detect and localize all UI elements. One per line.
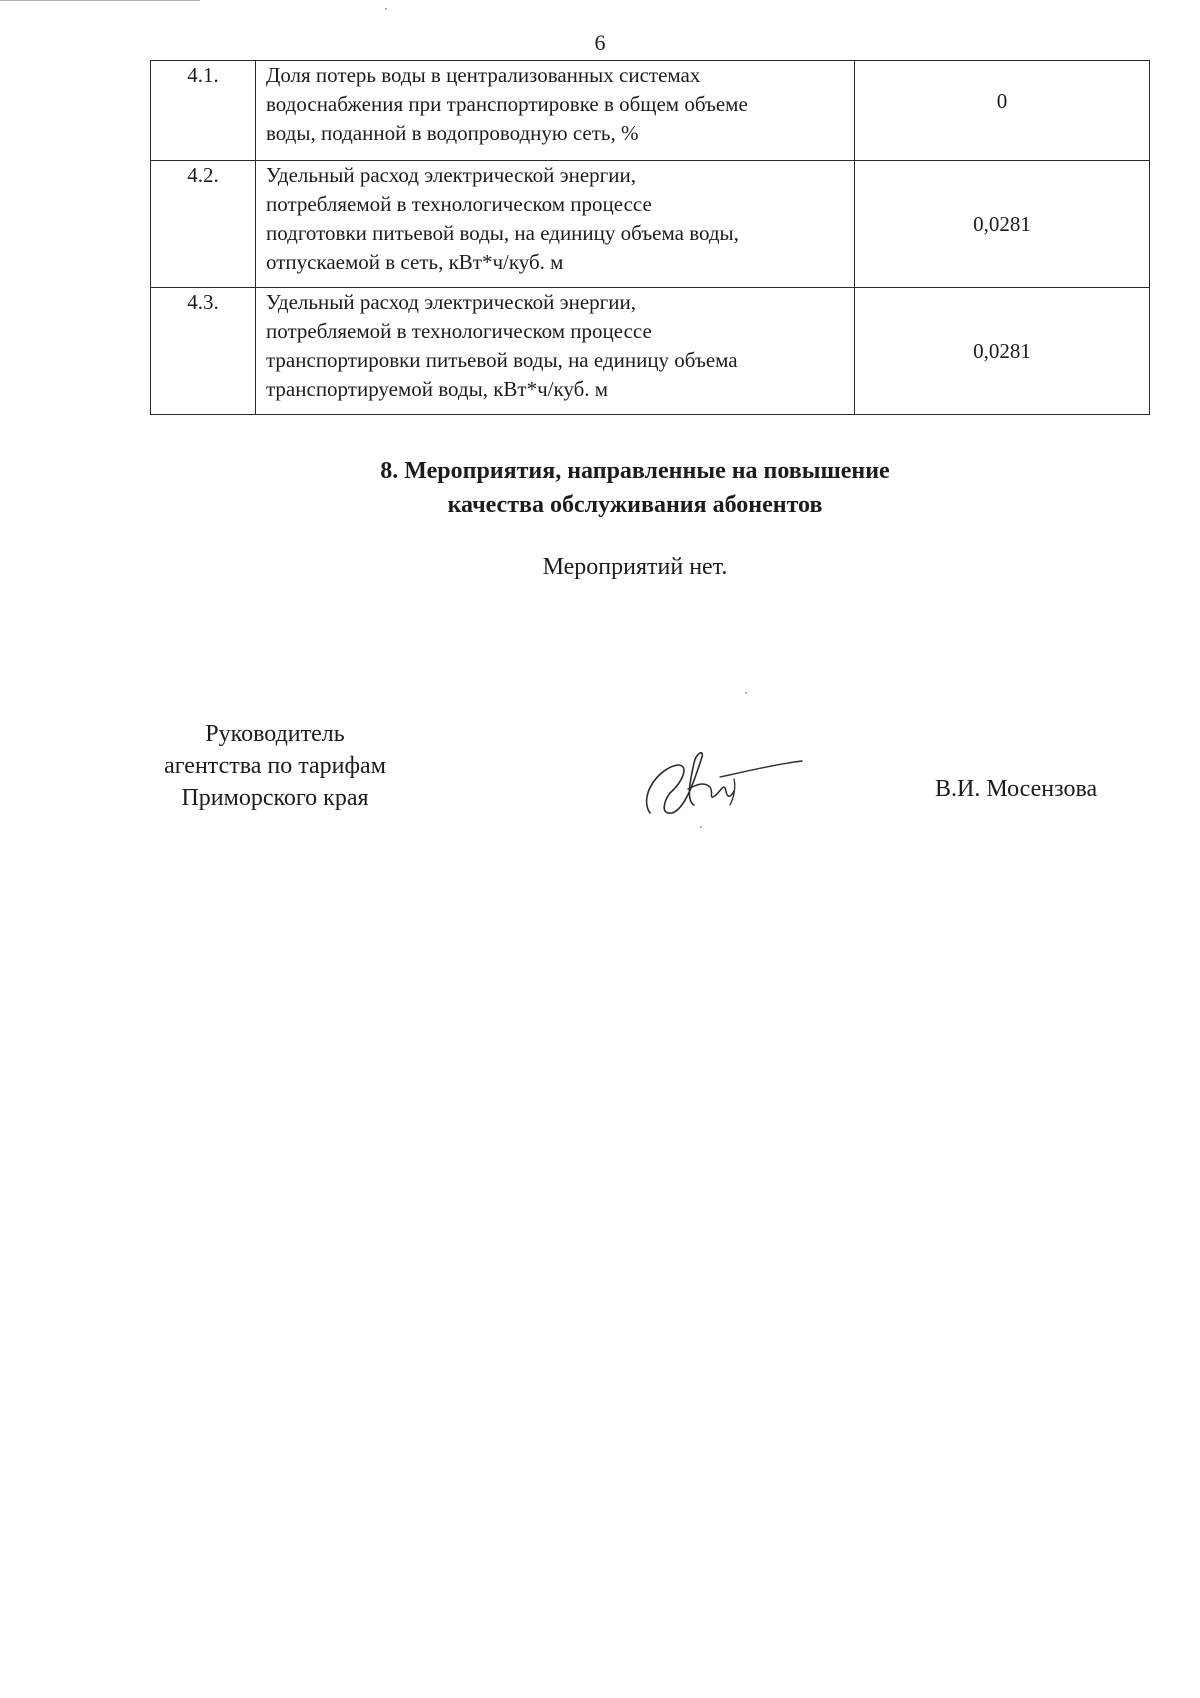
section-body-text: Мероприятий нет. xyxy=(542,554,728,580)
signatory-title xyxy=(130,718,420,814)
description-line: Доля потерь воды в централизованных системах xyxy=(266,63,701,87)
description-line: Удельный расход электрической энергии, xyxy=(266,163,637,187)
row-value-text: 0 xyxy=(996,89,1008,113)
row-description xyxy=(256,61,855,161)
handwritten-signature xyxy=(630,735,810,835)
signatory-title-line: агентства по тарифам xyxy=(164,753,386,779)
description-line: воды, поданной в водопроводную сеть, % xyxy=(266,121,639,145)
description-line: подготовки питьевой воды, на единицу объема воды, xyxy=(266,221,739,245)
description-line: транспортируемой воды, кВт*ч/куб. м xyxy=(266,377,609,401)
scan-edge-line xyxy=(0,0,200,1)
section-heading-line: качества обслуживания абонентов xyxy=(447,492,823,518)
row-description xyxy=(256,161,855,288)
description-line: потребляемой в технологическом процессе xyxy=(266,192,652,216)
description-line: Удельный расход электрической энергии, xyxy=(266,290,637,314)
row-number: 4.3. xyxy=(151,288,256,415)
description-line: транспортировки питьевой воды, на единицу объема xyxy=(266,348,738,372)
page-number: 6 xyxy=(594,30,606,55)
signatory-title-line: Приморского края xyxy=(181,785,369,811)
table-row xyxy=(151,161,1150,288)
row-value: 0,0281 xyxy=(855,288,1150,415)
table-row xyxy=(151,61,1150,161)
section-heading-line: 8. Мероприятия, направленные на повышение xyxy=(380,458,890,484)
scan-speck xyxy=(700,826,702,828)
section-heading xyxy=(0,454,1200,522)
description-line: отпускаемой в сеть, кВт*ч/куб. м xyxy=(266,250,564,274)
scan-speck xyxy=(385,8,387,10)
row-value xyxy=(855,61,1150,161)
row-value: 0,0281 xyxy=(855,161,1150,288)
description-line: водоснабжения при транспортировке в общем объеме xyxy=(266,92,748,116)
scan-speck xyxy=(745,692,747,694)
table-row xyxy=(151,288,1150,415)
row-number: 4.1. xyxy=(151,61,256,161)
signatory-name: В.И. Мосензова xyxy=(935,776,1098,802)
row-number: 4.2. xyxy=(151,161,256,288)
description-line: потребляемой в технологическом процессе xyxy=(266,319,652,343)
signatory-title-line: Руководитель xyxy=(205,721,345,747)
indicators-table xyxy=(150,60,1150,415)
row-description xyxy=(256,288,855,415)
